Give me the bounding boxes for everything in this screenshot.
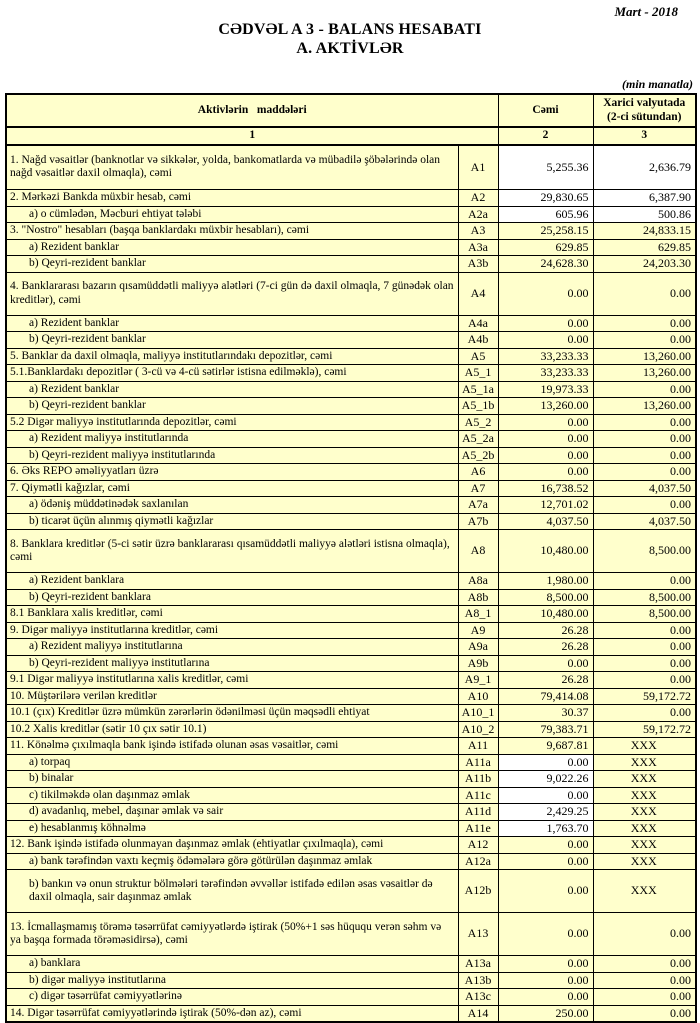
row-label: c) digər təsərrüfat cəmiyyətlərinə: [6, 989, 458, 1006]
row-code: A7a: [458, 497, 498, 514]
row-code: A2: [458, 190, 498, 207]
row-code: A11d: [458, 804, 498, 821]
table-row: [6, 956, 696, 973]
table-row: [6, 206, 696, 223]
row-foreign-currency-value: 0.00: [593, 972, 696, 989]
table-row: [6, 639, 696, 656]
row-code: A10_1: [458, 705, 498, 722]
row-total-value: 79,383.71: [498, 721, 593, 738]
row-label: 1. Nağd vəsaitlər (banknotlar və sikkələr, yolda, bankomatlarda və mübadilə şöbələrində olan nağd vəsaitlər daxil olmaqla), cəmi: [6, 145, 458, 190]
table-row: [6, 853, 696, 870]
table-row: [6, 913, 696, 956]
header-foreign-currency: Xarici valyutada (2-ci sütundan): [593, 94, 696, 127]
row-foreign-currency-value: 0.00: [593, 431, 696, 448]
table-row: [6, 239, 696, 256]
row-code: A8_1: [458, 606, 498, 623]
row-label: 12. Bank işində istifadə olunmayan daşınmaz əmlak (ehtiyatlar çıxılmaqla), cəmi: [6, 837, 458, 854]
row-code: A4a: [458, 315, 498, 332]
row-foreign-currency-value: 0.00: [593, 705, 696, 722]
row-code: A13: [458, 913, 498, 956]
table-row: [6, 1005, 696, 1022]
row-code: A4: [458, 272, 498, 315]
row-total-value: 0.00: [498, 464, 593, 481]
table-row: [6, 315, 696, 332]
row-total-value: 26.28: [498, 622, 593, 639]
table-row: [6, 721, 696, 738]
row-label: a) banklara: [6, 956, 458, 973]
row-foreign-currency-value: 500.86: [593, 206, 696, 223]
row-foreign-currency-value: 0.00: [593, 913, 696, 956]
row-total-value: 2,429.25: [498, 804, 593, 821]
row-total-value: 0.00: [498, 837, 593, 854]
row-total-value: 13,260.00: [498, 398, 593, 415]
row-foreign-currency-value: 0.00: [593, 414, 696, 431]
row-code: A5_2: [458, 414, 498, 431]
row-foreign-currency-value: XXX: [593, 804, 696, 821]
row-code: A11c: [458, 787, 498, 804]
table-row: [6, 190, 696, 207]
row-label: 5.2 Digər maliyyə institutlarında depozitlər, cəmi: [6, 414, 458, 431]
report-period: Mart - 2018: [614, 4, 678, 19]
row-label: a) Rezident banklar: [6, 381, 458, 398]
table-row: [6, 655, 696, 672]
table-row: [6, 348, 696, 365]
table-row: [6, 464, 696, 481]
row-foreign-currency-value: 24,833.15: [593, 223, 696, 240]
table-row: [6, 332, 696, 349]
table-row: [6, 145, 696, 190]
row-foreign-currency-value: 0.00: [593, 622, 696, 639]
row-total-value: 1,980.00: [498, 573, 593, 590]
row-label: 3. "Nostro" hesabları (başqa banklardakı müxbir hesabları), cəmi: [6, 223, 458, 240]
row-code: A8b: [458, 589, 498, 606]
row-total-value: 250.00: [498, 1005, 593, 1022]
row-foreign-currency-value: 0.00: [593, 447, 696, 464]
row-code: A3a: [458, 239, 498, 256]
row-total-value: 629.85: [498, 239, 593, 256]
table-row: [6, 447, 696, 464]
row-foreign-currency-value: 0.00: [593, 989, 696, 1006]
row-foreign-currency-value: XXX: [593, 771, 696, 788]
table-row: [6, 480, 696, 497]
row-foreign-currency-value: 13,260.00: [593, 398, 696, 415]
row-total-value: 10,480.00: [498, 530, 593, 573]
row-code: A8: [458, 530, 498, 573]
row-total-value: 5,255.36: [498, 145, 593, 190]
column-number-3: 3: [593, 127, 696, 145]
row-label: a) Rezident banklara: [6, 573, 458, 590]
row-label: 7. Qiymətli kağızlar, cəmi: [6, 480, 458, 497]
column-number-row: [6, 127, 696, 145]
row-total-value: 9,687.81: [498, 738, 593, 755]
column-number-1: 1: [6, 127, 498, 145]
row-foreign-currency-value: 24,203.30: [593, 256, 696, 273]
row-total-value: 10,480.00: [498, 606, 593, 623]
row-foreign-currency-value: 629.85: [593, 239, 696, 256]
row-foreign-currency-value: 8,500.00: [593, 530, 696, 573]
row-total-value: 29,830.65: [498, 190, 593, 207]
row-foreign-currency-value: 4,037.50: [593, 513, 696, 530]
row-label: 10. Müştərilərə verilən kreditlər: [6, 688, 458, 705]
row-foreign-currency-value: XXX: [593, 837, 696, 854]
row-foreign-currency-value: XXX: [593, 820, 696, 837]
row-foreign-currency-value: 59,172.72: [593, 688, 696, 705]
row-code: A9: [458, 622, 498, 639]
row-label: 8.1 Banklara xalis kreditlər, cəmi: [6, 606, 458, 623]
row-total-value: 0.00: [498, 956, 593, 973]
row-label: c) tikilməkdə olan daşınmaz əmlak: [6, 787, 458, 804]
row-total-value: 30.37: [498, 705, 593, 722]
row-total-value: 0.00: [498, 913, 593, 956]
row-total-value: 26.28: [498, 639, 593, 656]
row-label: a) torpaq: [6, 754, 458, 771]
row-code: A13b: [458, 972, 498, 989]
row-label: b) Qeyri-rezident maliyyə institutlarına: [6, 655, 458, 672]
row-total-value: 0.00: [498, 655, 593, 672]
row-foreign-currency-value: 59,172.72: [593, 721, 696, 738]
table-row: [6, 272, 696, 315]
row-total-value: 1,763.70: [498, 820, 593, 837]
report-titles: [0, 20, 700, 60]
row-total-value: 0.00: [498, 315, 593, 332]
row-label: e) hesablanmış köhnəlmə: [6, 820, 458, 837]
row-total-value: 19,973.33: [498, 381, 593, 398]
row-code: A12b: [458, 870, 498, 913]
row-code: A14: [458, 1005, 498, 1022]
row-total-value: 0.00: [498, 431, 593, 448]
row-code: A11a: [458, 754, 498, 771]
row-foreign-currency-value: 8,500.00: [593, 606, 696, 623]
row-total-value: 16,738.52: [498, 480, 593, 497]
row-label: b) Qeyri-rezident maliyyə institutlarında: [6, 447, 458, 464]
row-foreign-currency-value: XXX: [593, 754, 696, 771]
table-row: [6, 431, 696, 448]
row-label: 4. Banklararası bazarın qısamüddətli maliyyə alətləri (7-ci gün də daxil olmaqla, 7 günədək olan kreditlər), cəmi: [6, 272, 458, 315]
row-foreign-currency-value: 13,260.00: [593, 365, 696, 382]
header-items: Aktivlərin maddələri: [6, 94, 498, 127]
unit-note: (min manatla): [621, 77, 693, 91]
table-row: [6, 771, 696, 788]
row-total-value: 9,022.26: [498, 771, 593, 788]
row-label: 5.1.Banklardakı depozitlər ( 3-cü və 4-cü sətirlər istisna edilməklə), cəmi: [6, 365, 458, 382]
row-code: A5_1b: [458, 398, 498, 415]
row-foreign-currency-value: 0.00: [593, 956, 696, 973]
row-label: d) avadanlıq, mebel, daşınar əmlak və sair: [6, 804, 458, 821]
table-row: [6, 804, 696, 821]
row-total-value: 0.00: [498, 754, 593, 771]
table-row: [6, 738, 696, 755]
row-code: A5_2b: [458, 447, 498, 464]
row-total-value: 605.96: [498, 206, 593, 223]
row-foreign-currency-value: 0.00: [593, 315, 696, 332]
row-code: A11e: [458, 820, 498, 837]
table-row: [6, 256, 696, 273]
row-total-value: 33,233.33: [498, 365, 593, 382]
row-label: b) ticarət üçün alınmış qiymətli kağızlar: [6, 513, 458, 530]
row-foreign-currency-value: 13,260.00: [593, 348, 696, 365]
table-row: [6, 513, 696, 530]
row-total-value: 0.00: [498, 272, 593, 315]
row-label: b) binalar: [6, 771, 458, 788]
row-label: 10.2 Xalis kreditlər (sətir 10 çıx sətir 10.1): [6, 721, 458, 738]
row-code: A11: [458, 738, 498, 755]
row-code: A3: [458, 223, 498, 240]
row-label: 11. Könəlmə çıxılmaqla bank işində istifadə olunan əsas vəsaitlər, cəmi: [6, 738, 458, 755]
row-code: A6: [458, 464, 498, 481]
row-label: 2. Mərkəzi Bankda müxbir hesab, cəmi: [6, 190, 458, 207]
row-code: A7: [458, 480, 498, 497]
row-code: A1: [458, 145, 498, 190]
row-code: A7b: [458, 513, 498, 530]
row-label: a) Rezident maliyyə institutlarında: [6, 431, 458, 448]
table-row: [6, 398, 696, 415]
row-label: a) Rezident banklar: [6, 315, 458, 332]
row-total-value: 0.00: [498, 989, 593, 1006]
row-total-value: 8,500.00: [498, 589, 593, 606]
row-total-value: 24,628.30: [498, 256, 593, 273]
row-total-value: 0.00: [498, 447, 593, 464]
row-total-value: 26.28: [498, 672, 593, 689]
row-foreign-currency-value: XXX: [593, 870, 696, 913]
row-code: A9_1: [458, 672, 498, 689]
row-foreign-currency-value: 0.00: [593, 272, 696, 315]
row-code: A11b: [458, 771, 498, 788]
row-total-value: 0.00: [498, 414, 593, 431]
row-label: 5. Banklar da daxil olmaqla, maliyyə institutlarındakı depozitlər, cəmi: [6, 348, 458, 365]
row-label: b) Qeyri-rezident banklara: [6, 589, 458, 606]
table-row: [6, 365, 696, 382]
row-label: b) digər maliyyə institutlarına: [6, 972, 458, 989]
row-total-value: 0.00: [498, 853, 593, 870]
row-total-value: 12,701.02: [498, 497, 593, 514]
table-row: [6, 530, 696, 573]
row-foreign-currency-value: XXX: [593, 787, 696, 804]
row-foreign-currency-value: 8,500.00: [593, 589, 696, 606]
balance-sheet-table: [5, 93, 697, 1023]
table-row: [6, 672, 696, 689]
row-code: A13a: [458, 956, 498, 973]
table-row: [6, 989, 696, 1006]
row-foreign-currency-value: 0.00: [593, 1005, 696, 1022]
row-total-value: 0.00: [498, 787, 593, 804]
row-code: A10: [458, 688, 498, 705]
row-foreign-currency-value: 0.00: [593, 497, 696, 514]
row-foreign-currency-value: 0.00: [593, 381, 696, 398]
row-code: A10_2: [458, 721, 498, 738]
row-foreign-currency-value: 2,636.79: [593, 145, 696, 190]
row-code: A5: [458, 348, 498, 365]
row-code: A13c: [458, 989, 498, 1006]
row-foreign-currency-value: 0.00: [593, 332, 696, 349]
table-row: [6, 972, 696, 989]
table-row: [6, 414, 696, 431]
row-label: 9.1 Digər maliyyə institutlarına xalis kreditlər, cəmi: [6, 672, 458, 689]
row-label: 6. Əks REPO əməliyyatları üzrə: [6, 464, 458, 481]
row-code: A12: [458, 837, 498, 854]
row-foreign-currency-value: XXX: [593, 853, 696, 870]
row-label: 9. Digər maliyyə institutlarına kreditlər, cəmi: [6, 622, 458, 639]
header-total: Cəmi: [498, 94, 593, 127]
table-row: [6, 497, 696, 514]
table-row: [6, 381, 696, 398]
table-header-row: [6, 94, 696, 127]
row-code: A4b: [458, 332, 498, 349]
row-code: A3b: [458, 256, 498, 273]
table-row: [6, 787, 696, 804]
table-row: [6, 589, 696, 606]
row-total-value: 33,233.33: [498, 348, 593, 365]
report-subtitle: A. AKTİVLƏR: [296, 40, 404, 57]
row-label: b) Qeyri-rezident banklar: [6, 332, 458, 349]
row-foreign-currency-value: 0.00: [593, 655, 696, 672]
table-row: [6, 754, 696, 771]
row-code: A5_1a: [458, 381, 498, 398]
row-foreign-currency-value: 0.00: [593, 573, 696, 590]
table-row: [6, 820, 696, 837]
row-code: A8a: [458, 573, 498, 590]
row-label: b) Qeyri-rezident banklar: [6, 256, 458, 273]
row-code: A12a: [458, 853, 498, 870]
row-code: A5_2a: [458, 431, 498, 448]
row-foreign-currency-value: 0.00: [593, 639, 696, 656]
row-total-value: 0.00: [498, 332, 593, 349]
row-label: a) Rezident maliyyə institutlarına: [6, 639, 458, 656]
report-title: CƏDVƏL A 3 - BALANS HESABATI: [218, 21, 482, 38]
table-row: [6, 622, 696, 639]
row-foreign-currency-value: 4,037.50: [593, 480, 696, 497]
row-code: A5_1: [458, 365, 498, 382]
table-row: [6, 606, 696, 623]
row-code: A2a: [458, 206, 498, 223]
row-total-value: 25,258.15: [498, 223, 593, 240]
row-total-value: 0.00: [498, 972, 593, 989]
row-label: 8. Banklara kreditlər (5-ci sətir üzrə banklararası qısamüddətli maliyyə alətləri istisna olmaqla), cəmi: [6, 530, 458, 573]
table-row: [6, 688, 696, 705]
row-foreign-currency-value: XXX: [593, 738, 696, 755]
row-label: 10.1 (çıx) Kreditlər üzrə mümkün zərərlərin ödənilməsi üçün məqsədli ehtiyat: [6, 705, 458, 722]
table-row: [6, 870, 696, 913]
row-label: a) Rezident banklar: [6, 239, 458, 256]
table-row: [6, 705, 696, 722]
row-label: a) ödəniş müddətinədək saxlanılan: [6, 497, 458, 514]
row-code: A9a: [458, 639, 498, 656]
row-label: 13. İcmallaşmamış törəmə təsərrüfat cəmiyyətlərdə iştirak (50%+1 səs hüququ verən səhm və ya başqa formada törəməsidirsə), cəmi: [6, 913, 458, 956]
row-total-value: 4,037.50: [498, 513, 593, 530]
row-label: b) Qeyri-rezident banklar: [6, 398, 458, 415]
row-total-value: 0.00: [498, 870, 593, 913]
row-label: b) bankın və onun struktur bölmələri tərəfindən əvvəllər istifadə edilən əsas vəsaitlər də daxil olmaqla, sair daşınmaz əmlak: [6, 870, 458, 913]
row-total-value: 79,414.08: [498, 688, 593, 705]
row-foreign-currency-value: 0.00: [593, 464, 696, 481]
row-label: 14. Digər təsərrüfat cəmiyyətlərində iştirak (50%-dən az), cəmi: [6, 1005, 458, 1022]
row-foreign-currency-value: 0.00: [593, 672, 696, 689]
row-code: A9b: [458, 655, 498, 672]
row-label: a) o cümlədən, Məcburi ehtiyat tələbi: [6, 206, 458, 223]
row-label: a) bank tərəfindən vaxtı keçmiş ödəmələrə görə götürülən daşınmaz əmlak: [6, 853, 458, 870]
table-row: [6, 573, 696, 590]
column-number-2: 2: [498, 127, 593, 145]
table-row: [6, 837, 696, 854]
row-foreign-currency-value: 6,387.90: [593, 190, 696, 207]
table-row: [6, 223, 696, 240]
